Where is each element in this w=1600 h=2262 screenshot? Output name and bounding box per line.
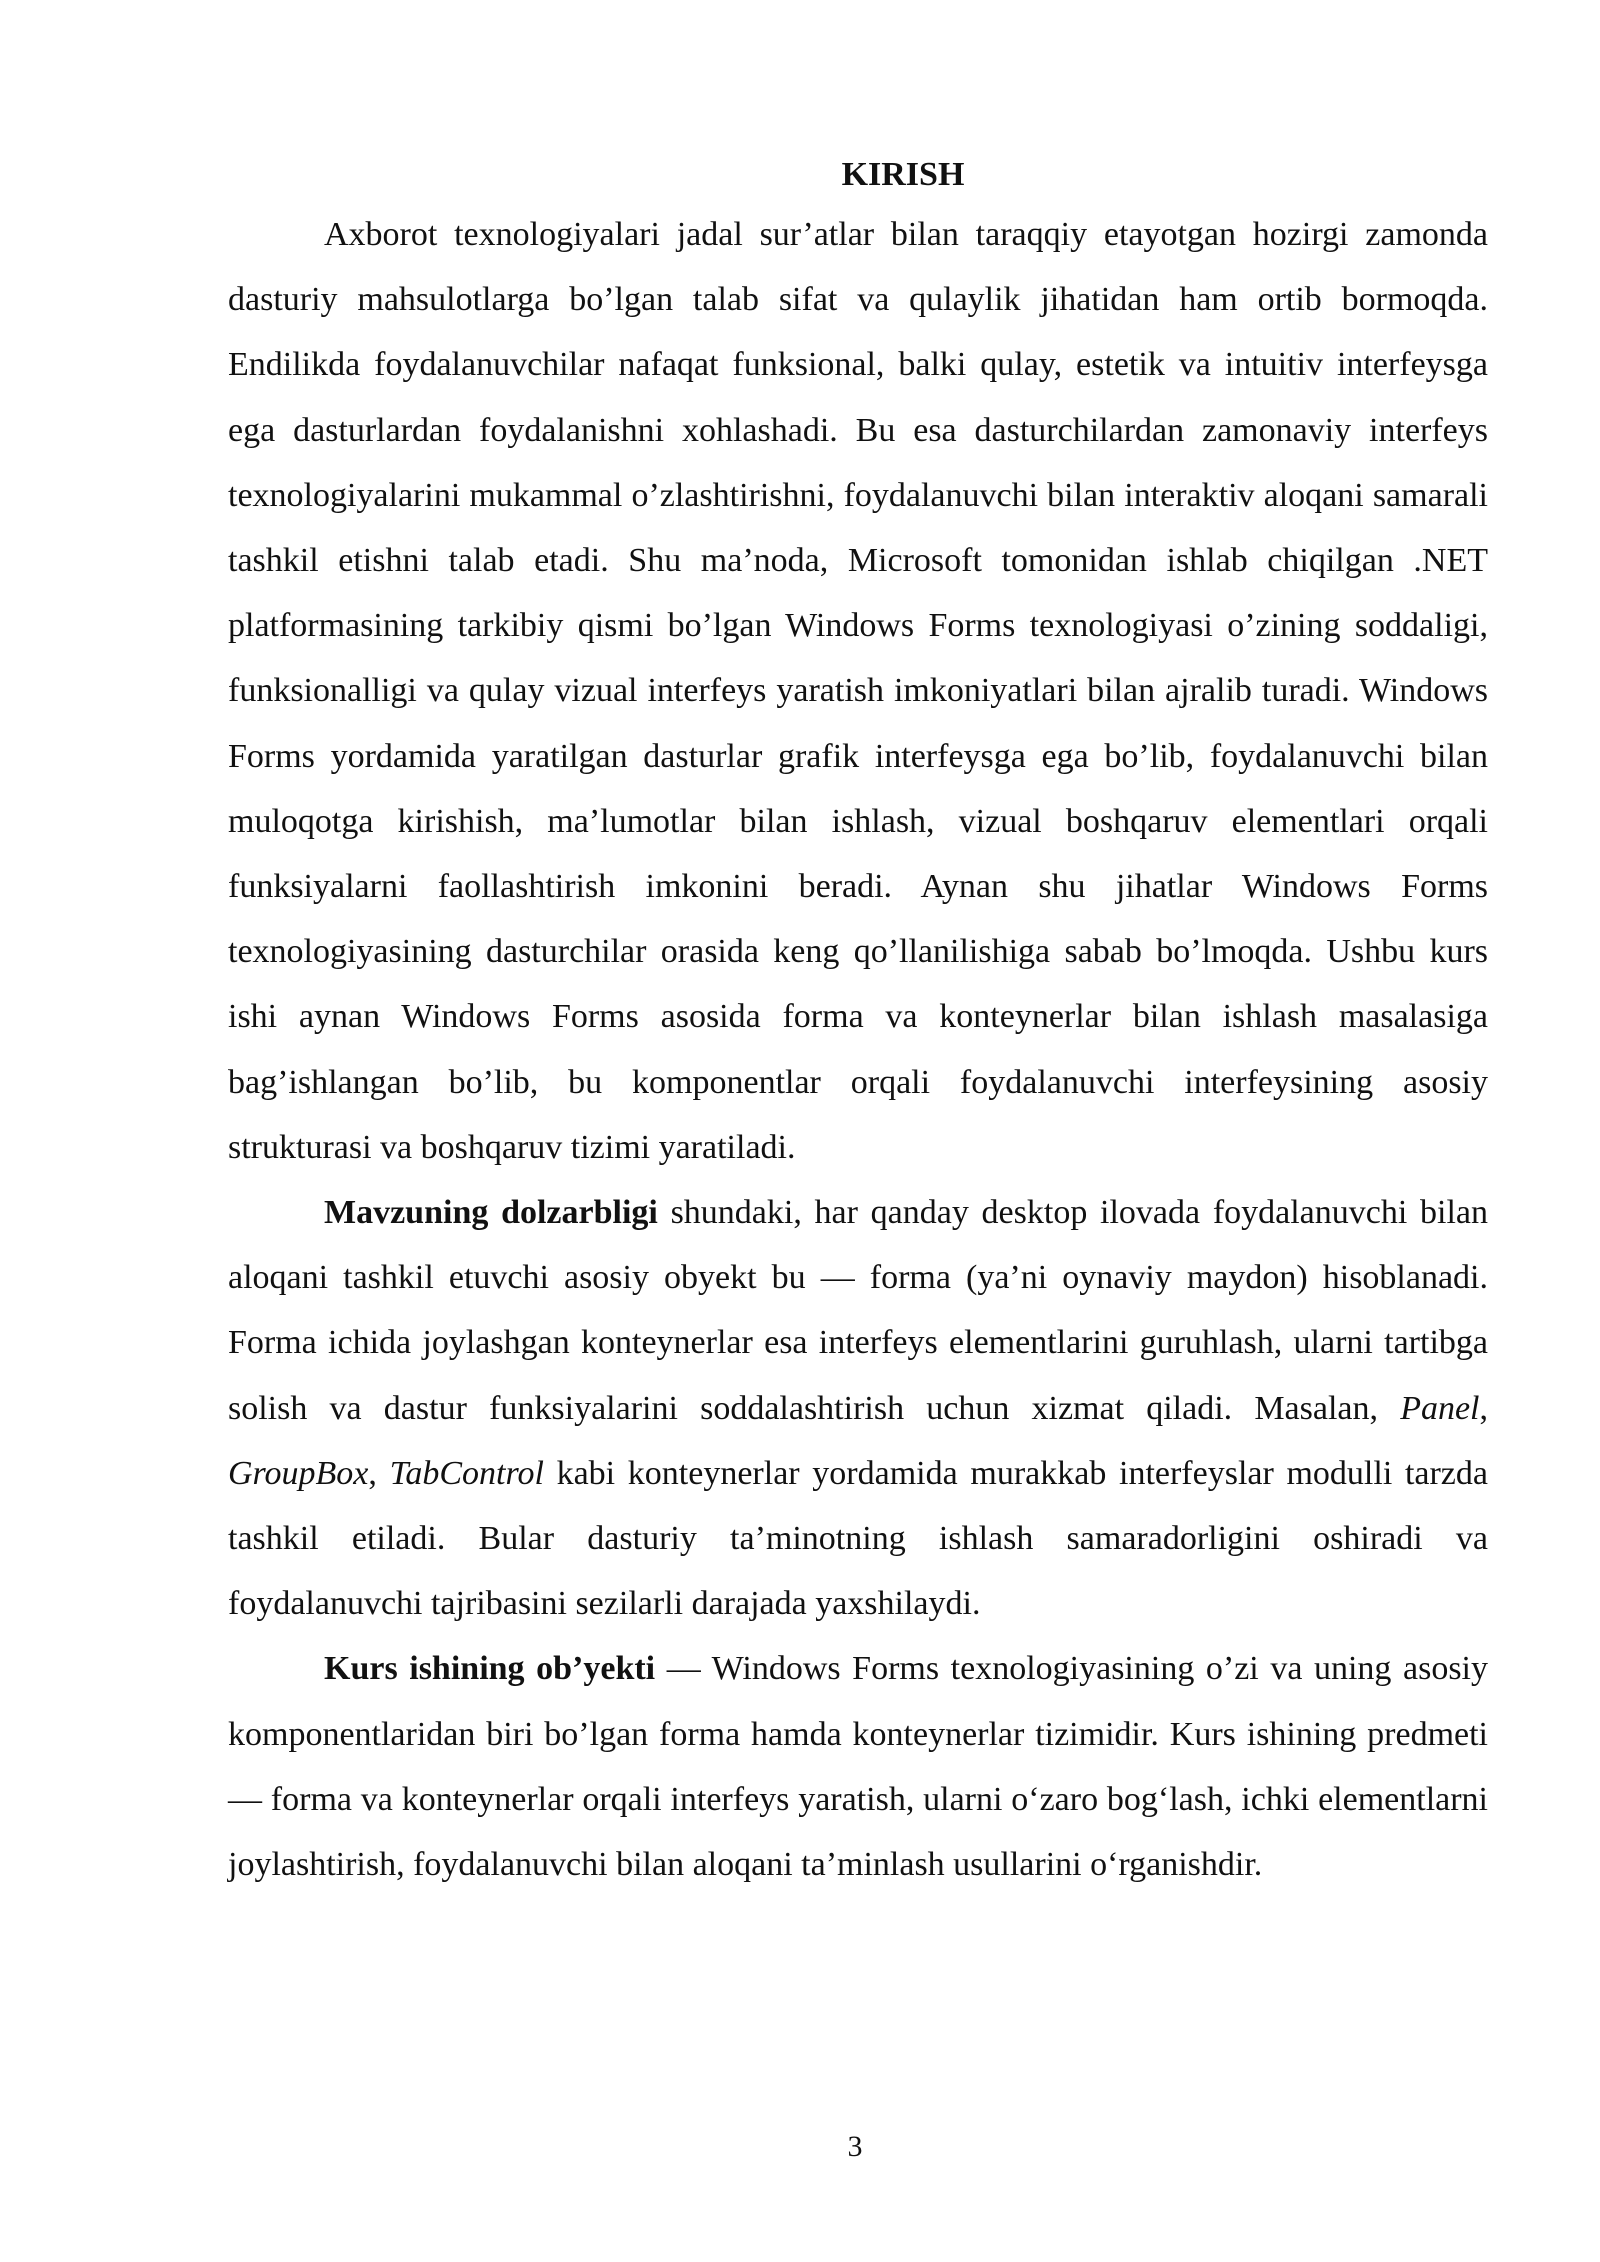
document-page: [228, 150, 1488, 1897]
example-panel: Panel: [1400, 1389, 1480, 1427]
relevance-lead: Mavzuning dolzarbligi: [324, 1194, 658, 1232]
example-tabcontrol: TabControl: [389, 1454, 544, 1492]
example-groupbox: GroupBox: [228, 1454, 369, 1492]
example-separator: ,: [368, 1454, 390, 1492]
object-text: — Windows Forms texnologiyasining o’zi va uning asosiy komponentlaridan biri bo’lgan forma hamda konteynerlar tizimidir. Kurs ishining predmeti — forma va konteynerlar orqali interfeys yaratish, ularni o‘zaro bog‘lash, ichki elementlarni joylashtirish, foydalanuvchi bilan aloqani ta’minlash usullarini o‘rganishdir.: [228, 1650, 1488, 1884]
relevance-text-before: shundaki, har qanday desktop ilovada foydalanuvchi bilan aloqani tashkil etuvchi asosiy obyekt bu — forma (ya’ni oynaviy maydon) hisoblanadi. Forma ichida joylashgan konteynerlar esa interfeys elementlarini guruhlash, ularni tartibga solish va dastur funksiyalarini soddalashtirish uchun xizmat qiladi. Masalan,: [228, 1194, 1488, 1427]
relevance-text-after: kabi konteynerlar yordamida murakkab interfeyslar modulli tarzda tashkil etiladi. Bular dasturiy ta’minotning ishlash samaradorligini oshiradi va foydalanuvchi tajribasini sezilarli darajada yaxshilaydi.: [228, 1454, 1488, 1623]
page-number: 3: [847, 2130, 863, 2163]
intro-paragraph: Axborot texnologiyalari jadal sur’atlar bilan taraqqiy etayotgan hozirgi zamonda dasturiy mahsulotlarga bo’lgan talab sifat va qulaylik jihatidan ham ortib bormoqda. Endilikda foydalanuvchilar nafaqat funksional, balki qulay, estetik va intuitiv interfeysga ega dasturlardan foydalanishni xohlashadi. Bu esa dasturchilardan zamonaviy interfeys texnologiyalarini mukammal o’zlashtirishni, foydalanuvchi bilan interaktiv aloqani samarali tashkil etishni talab etadi. Shu ma’noda, Microsoft tomonidan ishlab chiqilgan .NET platformasining tarkibiy qismi bo’lgan Windows Forms texnologiyasi o’zining soddaligi, funksionalligi va qulay vizual interfeys yaratish imkoniyatlari bilan ajralib turadi. Windows Forms yordamida yaratilgan dasturlar grafik interfeysga ega bo’lib, foydalanuvchi bilan muloqotga kirishish, ma’lumotlar bilan ishlash, vizual boshqaruv elementlari orqali funksiyalarni faollashtirish imkonini beradi. Aynan shu jihatlar Windows Forms texnologiyasining dasturchilar orasida keng qo’llanilishiga sabab bo’lmoqda. Ushbu kurs ishi aynan Windows Forms asosida forma va konteynerlar bilan ishlash masalasiga bag’ishlangan bo’lib, bu komponentlar orqali foydalanuvchi interfeysining asosiy strukturasi va boshqaruv tizimi yaratiladi.: [228, 216, 1488, 1166]
section-heading: KIRISH: [841, 156, 965, 193]
object-paragraph: [228, 1636, 1488, 1897]
object-lead: Kurs ishining ob’yekti: [324, 1650, 656, 1688]
example-separator: ,: [1479, 1389, 1488, 1427]
relevance-paragraph: [228, 1180, 1488, 1636]
